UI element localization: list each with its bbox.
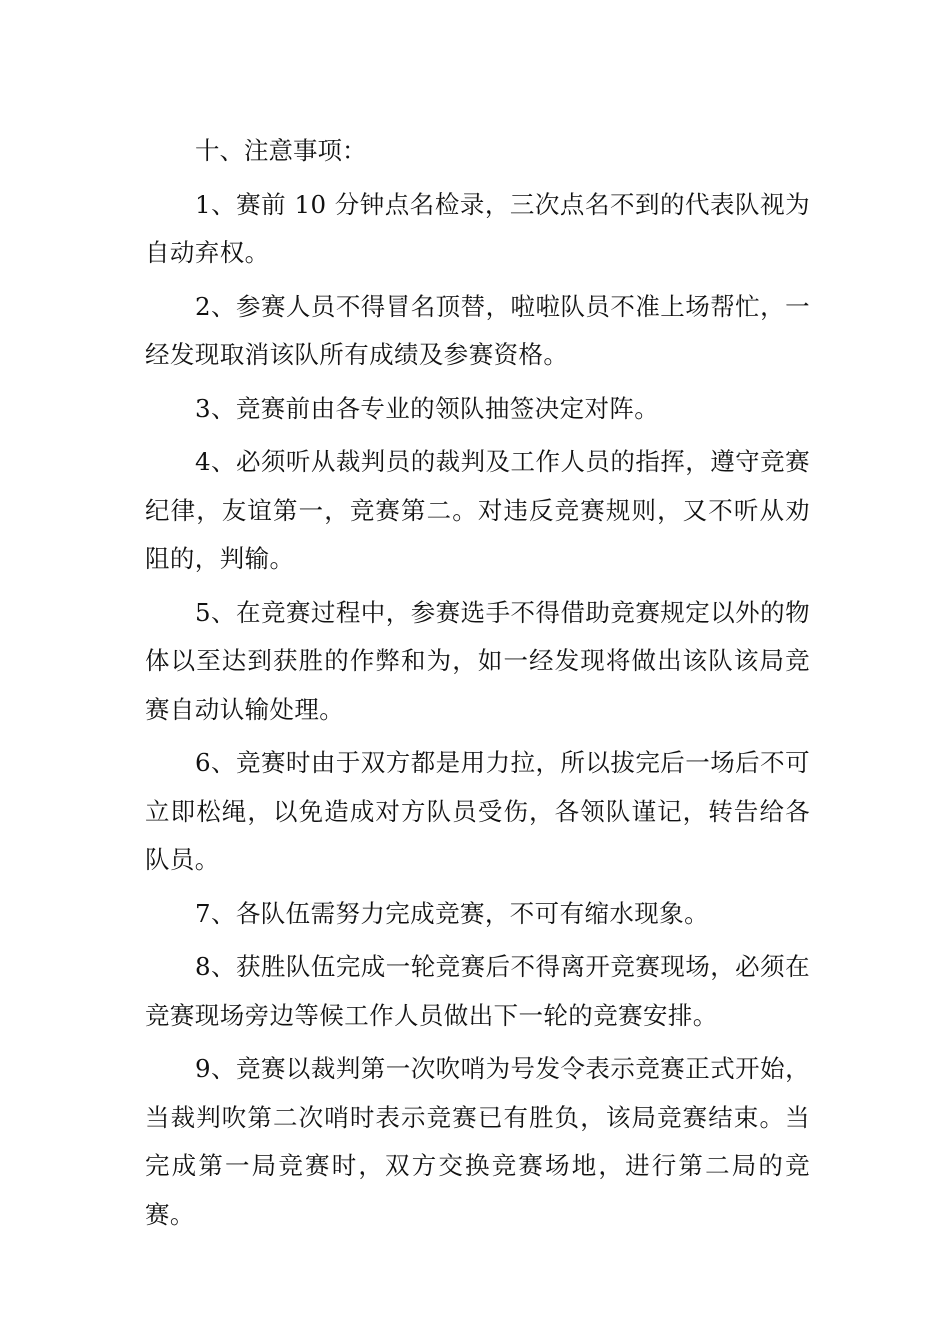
rule-item-1: 1、赛前 10 分钟点名检录，三次点名不到的代表队视为自动弃权。 — [145, 189, 810, 267]
rule-item-3: 3、竞赛前由各专业的领队抽签决定对阵。 — [195, 393, 660, 423]
rule-item-2: 2、参赛人员不得冒名顶替，啦啦队员不准上场帮忙，一经发现取消该队所有成绩及参赛资格。 — [145, 291, 810, 369]
rule-item-5: 5、在竞赛过程中，参赛选手不得借助竞赛规定以外的物体以至达到获胜的作弊和为，如一经发现将做出该队该局竞赛自动认输处理。 — [145, 597, 810, 724]
rule-item-7: 7、各队伍需努力完成竞赛，不可有缩水现象。 — [195, 898, 709, 928]
rule-item-9: 9、竞赛以裁判第一次吹哨为号发令表示竞赛正式开始，当裁判吹第二次哨时表示竞赛已有胜负，该局竞赛结束。当完成第一局竞赛时，双方交换竞赛场地，进行第二局的竞赛。 — [145, 1054, 810, 1229]
section-heading: 十、注意事项： — [195, 136, 367, 165]
rule-item-6: 6、竞赛时由于双方都是用力拉，所以拔完后一场后不可立即松绳，以免造成对方队员受伤，各领队谨记，转告给各队员。 — [145, 748, 810, 874]
rule-item-8: 8、获胜队伍完成一轮竞赛后不得离开竞赛现场，必须在竞赛现场旁边等候工作人员做出下一轮的竞赛安排。 — [145, 952, 810, 1030]
rule-item-4: 4、必须听从裁判员的裁判及工作人员的指挥，遵守竞赛纪律，友谊第一，竞赛第二。对违反竞赛规则，又不听从劝阻的，判输。 — [145, 447, 810, 573]
document-body — [145, 127, 810, 1244]
